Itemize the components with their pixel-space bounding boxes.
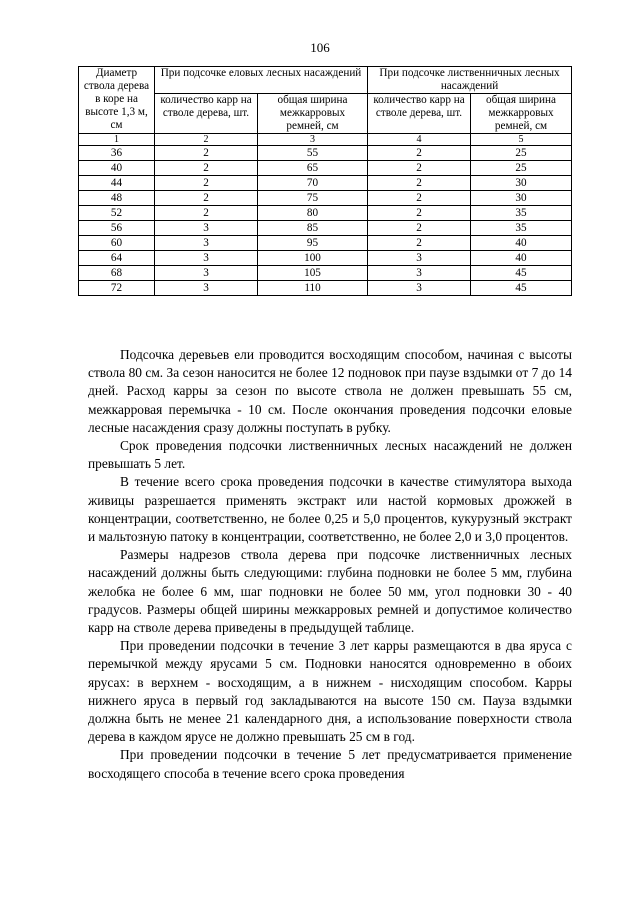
table-row [79, 221, 572, 236]
cell-larch-width: 25 [471, 161, 572, 176]
cell-diameter: 68 [79, 266, 155, 281]
page-number: 106 [310, 40, 330, 55]
header-larch-group: При подсочке лиственничных лесных насаждений [368, 67, 572, 94]
cell-diameter: 40 [79, 161, 155, 176]
tapping-parameters-table [78, 66, 572, 296]
column-number: 5 [471, 134, 572, 146]
cell-larch-count: 2 [368, 146, 471, 161]
table-row [79, 206, 572, 221]
header-spruce-width: общая ширина межкарровых ремней, см [258, 94, 368, 134]
cell-spruce-count: 2 [155, 206, 258, 221]
cell-larch-width: 40 [471, 251, 572, 266]
header-spruce-group: При подсочке еловых лесных насаждений [155, 67, 368, 94]
cell-larch-count: 2 [368, 221, 471, 236]
paragraph: Размеры надрезов ствола дерева при подсочке лиственничных лесных насаждений должны быть следующими: глубина подновки не более 5 мм, глубина желобка не более 6 мм, шаг подновки не более 50 мм, угол подновки 30 - 40 градусов. Размеры общей ширины межкарровых ремней и допустимое количество карр на стволе дерева приведены в предыдущей таблице. [88, 547, 572, 636]
cell-diameter: 48 [79, 191, 155, 206]
cell-spruce-count: 2 [155, 146, 258, 161]
column-number: 4 [368, 134, 471, 146]
cell-spruce-width: 65 [258, 161, 368, 176]
table-row [79, 266, 572, 281]
cell-spruce-count: 2 [155, 161, 258, 176]
cell-diameter: 72 [79, 281, 155, 296]
table-row [79, 191, 572, 206]
cell-larch-width: 35 [471, 206, 572, 221]
cell-spruce-width: 95 [258, 236, 368, 251]
cell-larch-count: 2 [368, 176, 471, 191]
table-header-row [79, 67, 572, 94]
cell-larch-width: 35 [471, 221, 572, 236]
cell-spruce-width: 80 [258, 206, 368, 221]
cell-larch-count: 2 [368, 191, 471, 206]
header-larch-count: количество карр на стволе дерева, шт. [368, 94, 471, 134]
cell-spruce-width: 110 [258, 281, 368, 296]
paragraph: При проведении подсочки в течение 5 лет предусматривается применение восходящего способа в течение всего срока проведения [88, 747, 572, 781]
cell-diameter: 36 [79, 146, 155, 161]
cell-diameter: 60 [79, 236, 155, 251]
paragraph: В течение всего срока проведения подсочки в качестве стимулятора выхода живицы разрешается применять экстракт или настой кормовых дрожжей в концентрации, соответственно, не более 0,25 и 5,0 процентов, кукурузный экстракт и мальтозную патоку в концентрации, соответственно, не более 2,0 и 3,0 процентов. [88, 474, 572, 545]
header-larch-width: общая ширина межкарровых ремней, см [471, 94, 572, 134]
cell-spruce-count: 3 [155, 266, 258, 281]
cell-spruce-count: 3 [155, 281, 258, 296]
cell-larch-width: 45 [471, 281, 572, 296]
column-number: 3 [258, 134, 368, 146]
cell-spruce-width: 100 [258, 251, 368, 266]
table-row [79, 161, 572, 176]
paragraph: Срок проведения подсочки лиственничных лесных насаждений не должен превышать 5 лет. [88, 438, 572, 472]
cell-larch-count: 3 [368, 266, 471, 281]
cell-spruce-width: 75 [258, 191, 368, 206]
cell-larch-count: 2 [368, 236, 471, 251]
cell-larch-width: 30 [471, 176, 572, 191]
table-row [79, 236, 572, 251]
table-row [79, 281, 572, 296]
cell-diameter: 64 [79, 251, 155, 266]
column-number-row [79, 134, 572, 146]
header-diameter: Диаметр ствола дерева в коре на высоте 1,3 м, см [79, 67, 155, 134]
header-spruce-count: количество карр на стволе дерева, шт. [155, 94, 258, 134]
paragraph: Подсочка деревьев ели проводится восходящим способом, начиная с высоты ствола 80 см. За сезон наносится не более 12 подновок при паузе вздымки от 7 до 14 дней. Расход карры за сезон по высоте ствола не должен превышать 55 см, межкарровая перемычка - 10 см. После окончания проведения подсочки еловые лесные насаждения сразу должны поступать в рубку. [88, 347, 572, 435]
cell-spruce-width: 105 [258, 266, 368, 281]
table-row [79, 176, 572, 191]
cell-larch-width: 45 [471, 266, 572, 281]
paragraph: При проведении подсочки в течение 3 лет карры размещаются в два яруса с перемычкой между ярусами 5 см. Подновки наносятся одновременно в обоих ярусах: в верхнем - восходящим, а в нижнем - нисходящим способом. Карры нижнего яруса в первый год закладываются на высоте 150 см. Пауза вздымки должна быть не менее 21 календарного дня, а использование поверхности ствола дерева в каждом ярусе не должно превышать 25 см в год. [88, 638, 572, 745]
cell-spruce-count: 3 [155, 236, 258, 251]
cell-larch-width: 25 [471, 146, 572, 161]
cell-spruce-width: 85 [258, 221, 368, 236]
cell-larch-count: 2 [368, 206, 471, 221]
cell-larch-width: 40 [471, 236, 572, 251]
cell-diameter: 52 [79, 206, 155, 221]
cell-diameter: 56 [79, 221, 155, 236]
cell-larch-count: 2 [368, 161, 471, 176]
cell-spruce-count: 2 [155, 191, 258, 206]
cell-spruce-width: 70 [258, 176, 368, 191]
column-number: 2 [155, 134, 258, 146]
cell-larch-count: 3 [368, 281, 471, 296]
cell-spruce-width: 55 [258, 146, 368, 161]
table-row [79, 146, 572, 161]
cell-spruce-count: 3 [155, 251, 258, 266]
cell-larch-count: 3 [368, 251, 471, 266]
cell-spruce-count: 2 [155, 176, 258, 191]
cell-diameter: 44 [79, 176, 155, 191]
column-number: 1 [79, 134, 155, 146]
body-text [88, 346, 572, 783]
cell-larch-width: 30 [471, 191, 572, 206]
table-row [79, 251, 572, 266]
cell-spruce-count: 3 [155, 221, 258, 236]
